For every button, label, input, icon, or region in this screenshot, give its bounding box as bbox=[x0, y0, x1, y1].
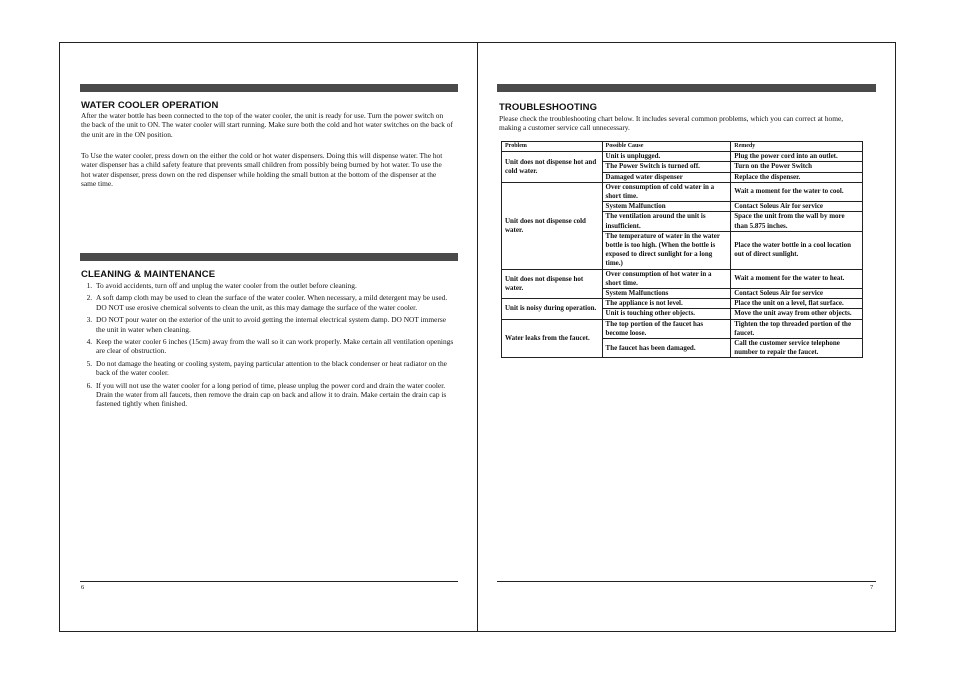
cause-cell: The appliance is not level. bbox=[602, 299, 731, 309]
operation-paragraph-1: After the water bottle has been connected to the top of the water cooler, the unit is ready for use. Turn the power switch on the back of the unit to ON. The water cooler will start running. Make sure both the cold and hot water switches on the back of the unit are in the ON position. bbox=[81, 111, 453, 139]
cause-cell: The top portion of the faucet has become loose. bbox=[602, 319, 731, 338]
cause-cell: Unit is touching other objects. bbox=[602, 309, 731, 319]
cause-cell: System Malfunctions bbox=[602, 289, 731, 299]
table-row bbox=[502, 269, 863, 288]
problem-cell: Unit does not dispense hot and cold water. bbox=[502, 152, 603, 183]
right-page bbox=[477, 42, 896, 632]
remedy-cell: Space the unit from the wall by more than 5.875 inches. bbox=[731, 212, 863, 231]
cause-cell: Damaged water dispenser bbox=[602, 172, 731, 182]
header-remedy: Remedy bbox=[731, 142, 863, 152]
header-possible-cause: Possible Cause bbox=[602, 142, 731, 152]
troubleshooting-intro: Please check the troubleshooting chart below. It includes several common problems, which you can correct at home, making a customer service call unnecessary. bbox=[499, 114, 844, 133]
page-number: 6 bbox=[81, 584, 85, 591]
remedy-cell: Place the water bottle in a cool location out of direct sunlight. bbox=[731, 231, 863, 269]
cleaning-heading: CLEANING & MAINTENANCE bbox=[81, 269, 216, 280]
section-bar bbox=[80, 253, 458, 261]
remedy-cell: Wait a moment for the water to heat. bbox=[731, 269, 863, 288]
cause-cell: The Power Switch is turned off. bbox=[602, 162, 731, 172]
table-row bbox=[502, 299, 863, 309]
operation-heading: WATER COOLER OPERATION bbox=[81, 100, 219, 111]
table-header-row bbox=[502, 142, 863, 152]
remedy-cell: Move the unit away from other objects. bbox=[731, 309, 863, 319]
cleaning-step: 3. DO NOT pour water on the exterior of the unit to avoid getting the internal electrical system damp. DO NOT immerse the unit in water when cleaning. bbox=[94, 315, 456, 334]
cleaning-step: 6. If you will not use the water cooler for a long period of time, please unplug the power cord and drain the water cooler. Drain the water from all faucets, then remove the drain cap on back and allow it to drain. Make certain the drain cap is fastened tightly when finished. bbox=[94, 381, 456, 409]
cause-cell: The temperature of water in the water bottle is too high. (When the bottle is exposed to direct sunlight for a long time.) bbox=[602, 231, 731, 269]
cleaning-step: 5. Do not damage the heating or cooling system, paying particular attention to the black condenser or heat radiator on the back of the water cooler. bbox=[94, 359, 456, 378]
page-number: 7 bbox=[870, 584, 874, 591]
remedy-cell: Tighten the top threaded portion of the faucet. bbox=[731, 319, 863, 338]
remedy-cell: Contact Soleus Air for service bbox=[731, 202, 863, 212]
cleaning-step: 4. Keep the water cooler 6 inches (15cm) away from the wall so it can work properly. Make certain all ventilation openings are clear of obstruction. bbox=[94, 337, 456, 356]
troubleshooting-table bbox=[501, 141, 863, 358]
cause-cell: The ventilation around the unit is insufficient. bbox=[602, 212, 731, 231]
cause-cell: The faucet has been damaged. bbox=[602, 339, 731, 358]
remedy-cell: Contact Soleus Air for service bbox=[731, 289, 863, 299]
section-bar bbox=[497, 84, 876, 92]
operation-paragraph-2: To Use the water cooler, press down on the either the cold or hot water dispensers. Doing this will dispense water. The hot water dispenser has a child safety feature that prevents small children from possibly being burned by hot water. To use the hot water dispenser, press down on the red dispenser while holding the small button at the bottom of the dispenser at the same time. bbox=[81, 151, 443, 188]
remedy-cell: Wait a moment for the water to cool. bbox=[731, 182, 863, 201]
cleaning-steps bbox=[70, 281, 456, 412]
problem-cell: Unit does not dispense cold water. bbox=[502, 182, 603, 269]
table-row bbox=[502, 182, 863, 201]
remedy-cell: Replace the dispenser. bbox=[731, 172, 863, 182]
problem-cell: Water leaks from the faucet. bbox=[502, 319, 603, 358]
cause-cell: Over consumption of hot water in a short time. bbox=[602, 269, 731, 288]
section-bar bbox=[80, 84, 458, 92]
cause-cell: Over consumption of cold water in a short time. bbox=[602, 182, 731, 201]
table-row bbox=[502, 319, 863, 338]
remedy-cell: Call the customer service telephone number to repair the faucet. bbox=[731, 339, 863, 358]
remedy-cell: Plug the power cord into an outlet. bbox=[731, 152, 863, 162]
header-problem: Problem bbox=[502, 142, 603, 152]
footer-rule bbox=[80, 581, 458, 582]
cause-cell: System Malfunction bbox=[602, 202, 731, 212]
cleaning-step: 1. To avoid accidents, turn off and unplug the water cooler from the outlet before cleaning. bbox=[94, 281, 456, 290]
remedy-cell: Place the unit on a level, flat surface. bbox=[731, 299, 863, 309]
footer-rule bbox=[497, 581, 876, 582]
cause-cell: Unit is unplugged. bbox=[602, 152, 731, 162]
problem-cell: Unit is noisy during operation. bbox=[502, 299, 603, 319]
left-page bbox=[59, 42, 478, 632]
problem-cell: Unit does not dispense hot water. bbox=[502, 269, 603, 299]
troubleshooting-heading: TROUBLESHOOTING bbox=[499, 102, 598, 113]
remedy-cell: Turn on the Power Switch bbox=[731, 162, 863, 172]
table-row bbox=[502, 152, 863, 162]
cleaning-step: 2. A soft damp cloth may be used to clean the surface of the water cooler. When necessary, a mild detergent may be used. DO NOT use erosive chemical solvents to clean the unit, as this may damage the surface of the water cooler. bbox=[94, 293, 456, 312]
